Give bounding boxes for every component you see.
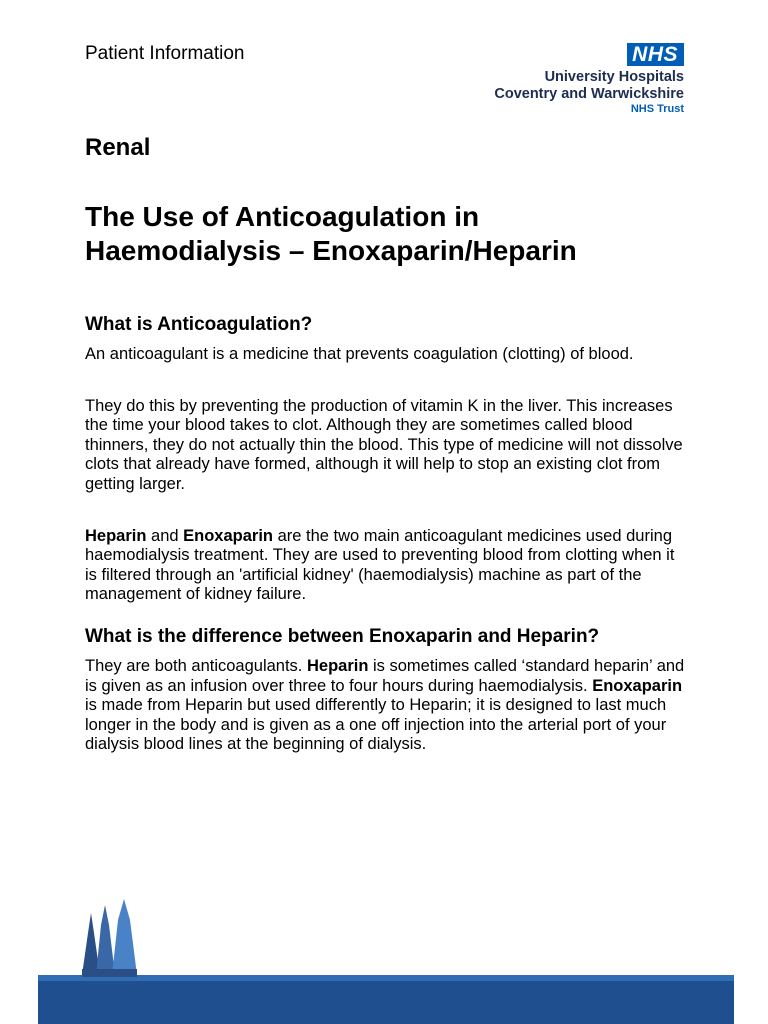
spire-middle	[96, 905, 115, 975]
section-label: Renal	[85, 134, 151, 161]
paragraph-definition: An anticoagulant is a medicine that prevents coagulation (clotting) of blood.	[85, 345, 634, 363]
footer-band	[38, 975, 734, 1024]
bold-enoxaparin: Enoxaparin	[183, 526, 273, 545]
text-span: are the two main anticoagulant medicines used during haemodialysis treatment. They are used to preventing blood from clotting when it is filtered through an 'artificial kidney' (haemodialysis) machine as part of the management of kidney failure.	[85, 526, 675, 604]
title-line-2: Haemodialysis – Enoxaparin/Heparin	[85, 235, 577, 266]
paragraph-main-medicines	[85, 527, 685, 605]
bold-heparin: Heparin	[306, 656, 369, 675]
patient-information-label: Patient Information	[85, 43, 245, 64]
cathedral-spires-footer	[0, 895, 768, 1024]
nhs-trust-logo	[494, 43, 684, 116]
footer-band-highlight	[38, 975, 734, 981]
org-name-line1: University Hospitals	[544, 69, 684, 85]
text-span: is made from Heparin but used differently to Heparin; it is designed to last much longer in the body and is given as a one off injection into the arterial port of your dialysis blood lines at the beginning of dialysis.	[85, 696, 667, 754]
paragraph-mechanism: They do this by preventing the production of vitamin K in the liver. This increases the time your blood takes to clot. Although they are sometimes called blood thinners, they do not actually thin the blood. This type of medicine will not dissolve clots that already have formed, although it will help to stop an existing clot from getting larger.	[85, 396, 683, 493]
text-span: and	[146, 526, 184, 545]
org-name-line2: Coventry and Warwickshire	[494, 86, 684, 102]
org-trust-label: NHS Trust	[630, 103, 684, 115]
spires-base	[82, 969, 137, 977]
bold-enoxaparin: Enoxaparin	[592, 676, 683, 695]
page-title	[85, 200, 705, 268]
spire-right	[112, 899, 137, 975]
heading-what-is-anticoagulation: What is Anticoagulation?	[85, 314, 313, 335]
paragraph-difference	[85, 657, 685, 755]
text-span: They are both anticoagulants.	[85, 656, 307, 675]
bold-heparin: Heparin	[85, 526, 147, 545]
title-line-1: The Use of Anticoagulation in	[85, 201, 480, 232]
nhs-badge: NHS	[627, 43, 684, 66]
document-body	[85, 313, 685, 755]
text-span: is sometimes called ‘standard heparin’ and is given as an infusion over three to four hours during haemodialysis.	[85, 656, 685, 695]
heading-difference: What is the difference between Enoxaparin and Heparin?	[85, 625, 600, 647]
